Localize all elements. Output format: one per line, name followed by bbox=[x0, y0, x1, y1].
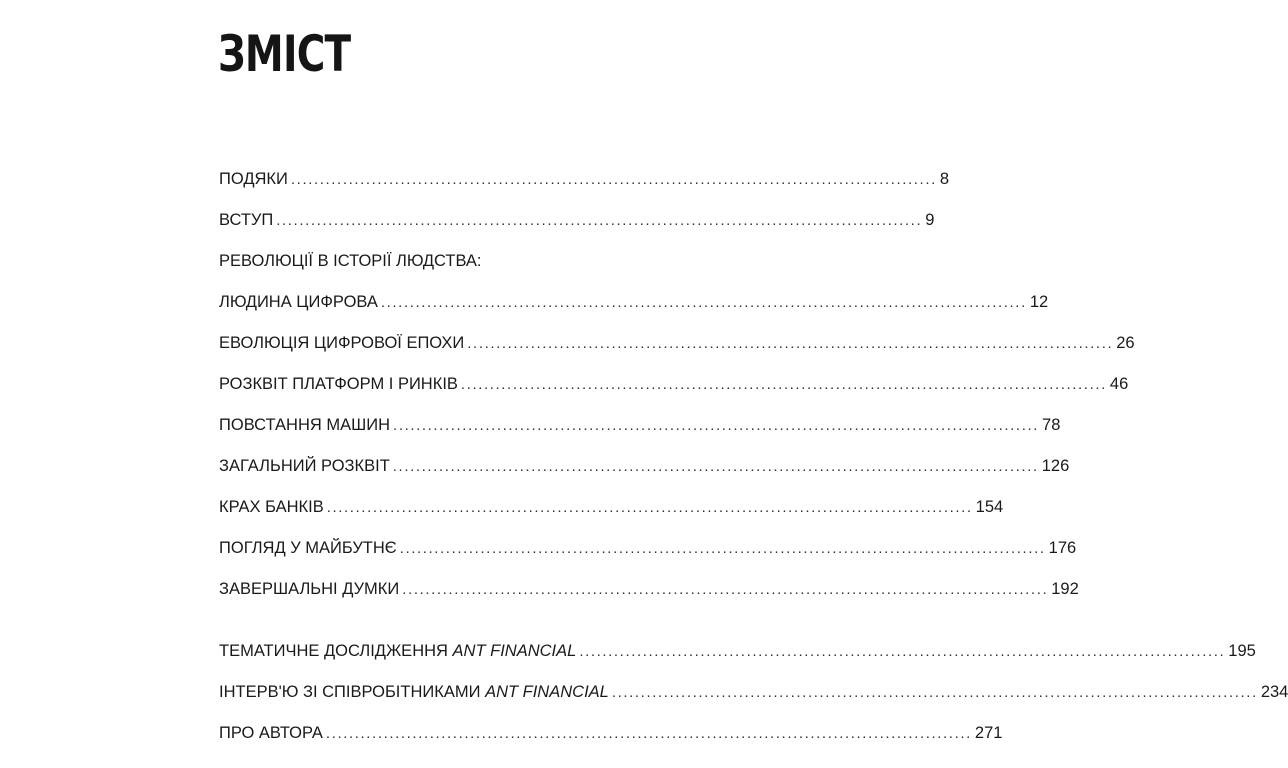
toc-entry-about-author[interactable] bbox=[219, 713, 1003, 754]
toc-entry-page: 176 bbox=[1048, 539, 1077, 557]
toc-entry-label-line1: РЕВОЛЮЦІЇ В ІСТОРІЇ ЛЮДСТВА: bbox=[219, 252, 482, 270]
toc-entry-label: ЛЮДИНА ЦИФРОВА bbox=[219, 293, 378, 311]
toc-entry-introduction[interactable] bbox=[219, 200, 935, 241]
dot-leader: ................................................................................................................ bbox=[276, 212, 923, 229]
toc-entry-page: 271 bbox=[974, 724, 1003, 742]
toc-entry-label: ІНТЕРВ'Ю ЗІ СПІВРОБІТНИКАМИ ANT FINANCIAL bbox=[219, 683, 609, 701]
toc-entry-future[interactable] bbox=[219, 528, 1077, 569]
toc-entry-page: 12 bbox=[1029, 293, 1049, 311]
toc-entry-page: 9 bbox=[925, 211, 935, 229]
toc-entry-label-italic: ANT FINANCIAL bbox=[452, 642, 577, 660]
toc-entry-interviews[interactable] bbox=[219, 672, 1288, 713]
toc-entry-page: 126 bbox=[1041, 457, 1070, 475]
toc-entry-page: 26 bbox=[1116, 334, 1135, 352]
toc-entry-label: ПОВСТАННЯ МАШИН bbox=[219, 416, 391, 434]
page-title: ЗМІСТ bbox=[218, 25, 351, 83]
toc-entry-page: 192 bbox=[1051, 580, 1079, 598]
toc-entry-machines[interactable] bbox=[219, 405, 1061, 446]
dot-leader: ................................................................................................................ bbox=[393, 417, 1040, 434]
dot-leader: ................................................................................................................ bbox=[460, 376, 1107, 393]
toc-entry-label: ТЕМАТИЧНЕ ДОСЛІДЖЕННЯ ANT FINANCIAL bbox=[219, 642, 577, 660]
toc-entry-label: ВСТУП bbox=[219, 211, 274, 229]
toc-entry-label-italic: ANT FINANCIAL bbox=[485, 683, 609, 701]
toc-entry-label: ПРО АВТОРА bbox=[219, 724, 323, 742]
toc-entry-label: ЗАВЕРШАЛЬНІ ДУМКИ bbox=[219, 580, 400, 598]
dot-leader: ................................................................................................................ bbox=[399, 540, 1046, 557]
toc-entry-acknowledgements[interactable] bbox=[219, 159, 950, 200]
dot-leader: ................................................................................................................ bbox=[579, 643, 1226, 660]
dot-leader: ................................................................................................................ bbox=[380, 294, 1027, 311]
toc-entry-label: ЗАГАЛЬНИЙ РОЗКВІТ bbox=[219, 457, 390, 475]
dot-leader: ................................................................................................................ bbox=[326, 499, 973, 516]
toc-entry-page: 195 bbox=[1228, 642, 1256, 660]
toc-entry-final-thoughts[interactable] bbox=[219, 569, 1079, 610]
dot-leader: ................................................................................................................ bbox=[325, 725, 972, 742]
dot-leader: ................................................................................................................ bbox=[402, 581, 1049, 598]
toc-entry-page: 46 bbox=[1109, 375, 1129, 393]
dot-leader: ................................................................................................................ bbox=[290, 171, 937, 188]
toc-entry-case-study[interactable] bbox=[219, 631, 1256, 672]
table-of-contents-main bbox=[219, 159, 1135, 610]
toc-entry-label: ПОГЛЯД У МАЙБУТНЄ bbox=[219, 539, 397, 557]
toc-entry-label: ПОДЯКИ bbox=[219, 170, 288, 188]
toc-entry-page: 8 bbox=[939, 170, 950, 188]
dot-leader: ................................................................................................................ bbox=[392, 458, 1039, 475]
toc-entry-label: КРАХ БАНКІВ bbox=[219, 498, 324, 516]
toc-entry-page: 234 bbox=[1260, 683, 1288, 701]
toc-entry-page: 78 bbox=[1042, 416, 1061, 434]
toc-entry-revolutions[interactable] bbox=[219, 241, 1049, 323]
toc-entry-label: ЕВОЛЮЦІЯ ЦИФРОВОЇ ЕПОХИ bbox=[219, 334, 465, 352]
toc-entry-digital-evolution[interactable] bbox=[219, 323, 1135, 364]
dot-leader: ................................................................................................................ bbox=[611, 684, 1258, 701]
toc-entry-label: РОЗКВІТ ПЛАТФОРМ І РИНКІВ bbox=[219, 375, 458, 393]
toc-entry-page: 154 bbox=[975, 498, 1004, 516]
toc-entry-bank-crash[interactable] bbox=[219, 487, 1004, 528]
toc-entry-platforms[interactable] bbox=[219, 364, 1129, 405]
dot-leader: ................................................................................................................ bbox=[467, 335, 1114, 352]
toc-entry-general-boom[interactable] bbox=[219, 446, 1070, 487]
table-of-contents-appendix bbox=[219, 631, 1288, 754]
